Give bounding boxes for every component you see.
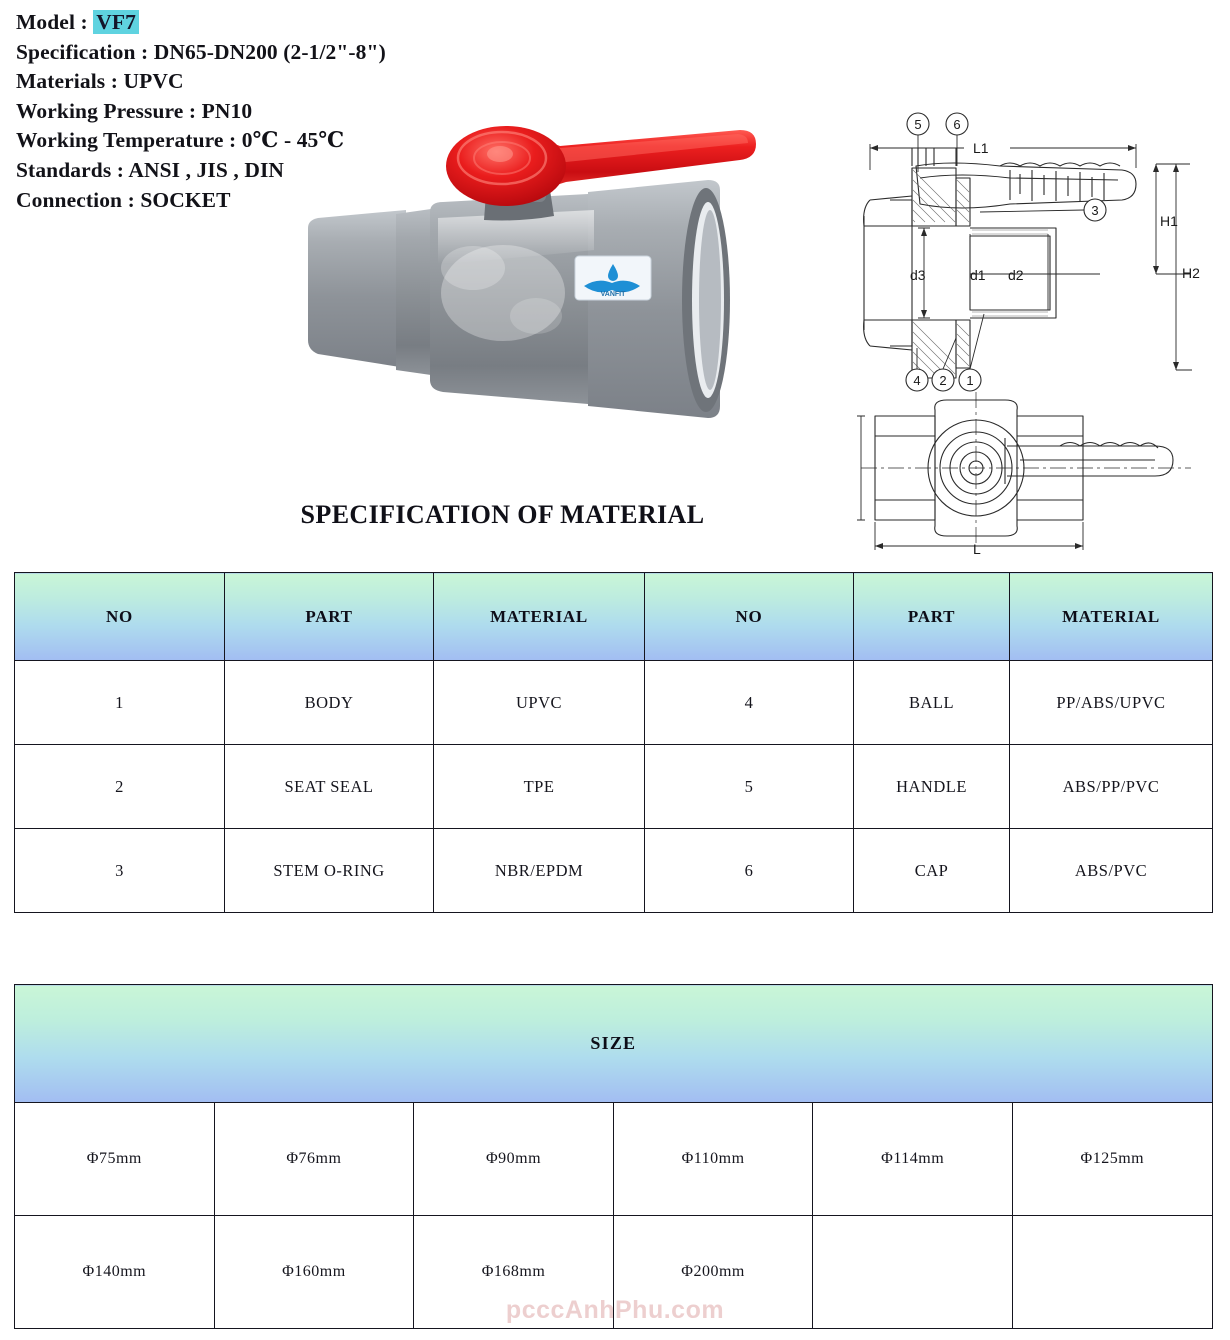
size-cell: Φ76mm	[214, 1103, 414, 1216]
size-cell: Φ114mm	[813, 1103, 1013, 1216]
spec-line-specification: Specification : DN65-DN200 (2-1/2"-8")	[16, 39, 386, 64]
size-cell: Φ140mm	[15, 1216, 215, 1329]
svg-text:VANFIT: VANFIT	[600, 291, 626, 298]
col-header-material-1: MATERIAL	[434, 573, 645, 661]
spec-line-working-temperature: Working Temperature : 0℃ - 45℃	[16, 128, 345, 153]
svg-text:1: 1	[966, 373, 974, 388]
size-cell: Φ200mm	[613, 1216, 813, 1329]
dim-label-L: L	[973, 541, 981, 557]
col-header-no-1: NO	[15, 573, 225, 661]
size-cell: Φ125mm	[1012, 1103, 1212, 1216]
technical-drawing-section-view	[860, 108, 1230, 398]
section-title: SPECIFICATION OF MATERIAL	[300, 500, 705, 529]
material-specification-table	[14, 572, 1213, 913]
svg-text:2: 2	[939, 373, 947, 388]
cell-material: UPVC	[434, 661, 645, 745]
cell-material-2: ABS/PVC	[1010, 829, 1213, 913]
col-header-part-2: PART	[854, 573, 1010, 661]
dim-label-H1: H1	[1160, 213, 1178, 229]
table-row	[15, 745, 1213, 829]
cell-part: BODY	[225, 661, 434, 745]
cell-no: 1	[15, 661, 225, 745]
spec-model-label: Model :	[16, 10, 94, 34]
spec-model-value: VF7	[93, 10, 139, 34]
dim-label-L1: L1	[973, 140, 989, 156]
spec-line-materials: Materials : UPVC	[16, 69, 184, 94]
size-table	[14, 984, 1213, 1329]
svg-text:3: 3	[1091, 203, 1099, 218]
vanfit-logo-sticker	[575, 256, 651, 300]
svg-text:4: 4	[913, 373, 921, 388]
watermark: pcccAnhPhu.com	[505, 1296, 725, 1324]
svg-text:5: 5	[914, 117, 922, 132]
cell-no-2: 5	[645, 745, 854, 829]
spec-line-connection: Connection : SOCKET	[16, 187, 231, 212]
cell-material: TPE	[434, 745, 645, 829]
cell-material-2: PP/ABS/UPVC	[1010, 661, 1213, 745]
cell-part: STEM O-RING	[225, 829, 434, 913]
cell-no-2: 4	[645, 661, 854, 745]
size-cell: Φ90mm	[414, 1103, 614, 1216]
cell-no-2: 6	[645, 829, 854, 913]
size-cell: Φ75mm	[15, 1103, 215, 1216]
size-table-header-row	[15, 985, 1213, 1103]
table-row	[15, 829, 1213, 913]
svg-text:6: 6	[953, 117, 961, 132]
table-row	[15, 1103, 1213, 1216]
col-header-part-1: PART	[225, 573, 434, 661]
product-spec-list	[16, 8, 576, 215]
col-header-no-2: NO	[645, 573, 854, 661]
technical-drawing-top-view	[855, 388, 1230, 563]
cell-part-2: HANDLE	[854, 745, 1010, 829]
spec-line-model	[16, 8, 576, 38]
cell-material: NBR/EPDM	[434, 829, 645, 913]
col-header-material-2: MATERIAL	[1010, 573, 1213, 661]
table-row	[15, 661, 1213, 745]
cell-no: 2	[15, 745, 225, 829]
size-cell-empty	[813, 1216, 1013, 1329]
cell-material-2: ABS/PP/PVC	[1010, 745, 1213, 829]
cell-part-2: BALL	[854, 661, 1010, 745]
material-table-header-row	[15, 573, 1213, 661]
cell-no: 3	[15, 829, 225, 913]
size-cell: Φ168mm	[414, 1216, 614, 1329]
dim-label-d3: d3	[910, 267, 926, 283]
spec-line-standards: Standards : ANSI , JIS , DIN	[16, 157, 285, 182]
table-row	[15, 1216, 1213, 1329]
spec-line-working-pressure: Working Pressure : PN10	[16, 98, 253, 123]
size-table-title: SIZE	[15, 985, 1213, 1103]
cell-part-2: CAP	[854, 829, 1010, 913]
dim-label-d2: d2	[1008, 267, 1024, 283]
size-cell: Φ110mm	[613, 1103, 813, 1216]
size-cell: Φ160mm	[214, 1216, 414, 1329]
cell-part: SEAT SEAL	[225, 745, 434, 829]
dim-label-d1: d1	[970, 267, 986, 283]
dim-label-H2: H2	[1182, 265, 1200, 281]
size-cell-empty	[1012, 1216, 1212, 1329]
